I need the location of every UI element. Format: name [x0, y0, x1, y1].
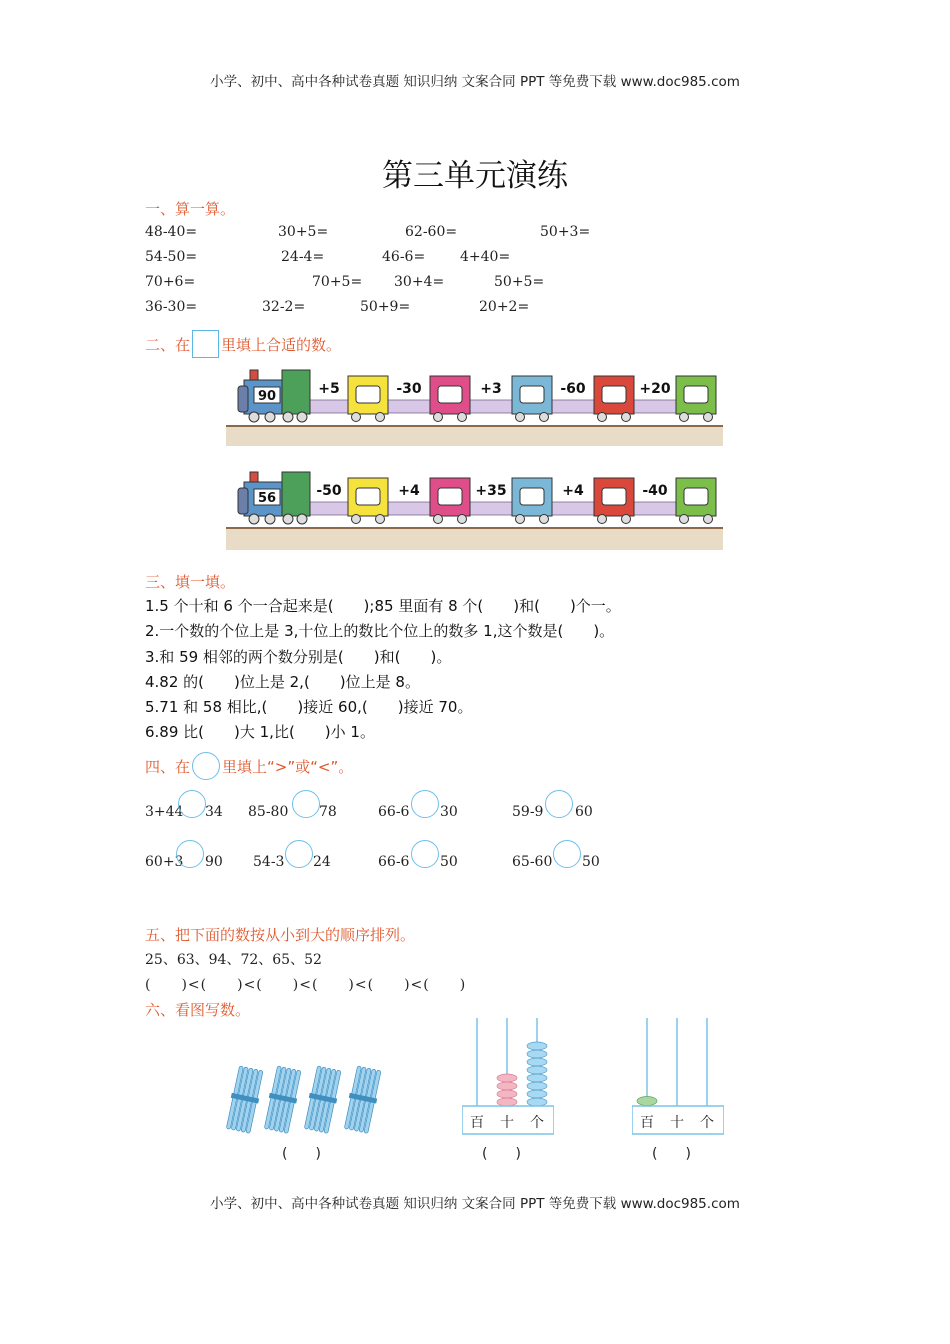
wagon-icon: [594, 478, 634, 524]
wagon-icon: [676, 478, 716, 524]
calc-item: 24-4=: [281, 249, 325, 265]
compare-circle[interactable]: [411, 840, 439, 868]
section1-heading: 一、算一算。: [145, 200, 236, 218]
fill-item: 1.5 个十和 6 个一合起来是( );85 里面有 8 个( )和( )个一。: [145, 597, 621, 615]
calc-item: 54-50=: [145, 249, 198, 265]
abacus-label-ones: 个: [700, 1115, 714, 1131]
compare-right: 60: [575, 804, 593, 820]
compare-right: 24: [313, 854, 331, 870]
number-list: 25、63、94、72、65、52: [145, 952, 322, 968]
calc-item: 70+5=: [312, 274, 363, 290]
compare-right: 34: [205, 804, 223, 820]
compare-right: 90: [205, 854, 223, 870]
wagon-icon: [430, 376, 470, 422]
page-footer: 小学、初中、高中各种试卷真题 知识归纳 文案合同 PPT 等免费下载 www.doc985.com: [210, 1196, 740, 1212]
compare-right: 78: [319, 804, 337, 820]
heading-part: 里填上“>”或“<”。: [222, 758, 354, 776]
heading-part: 二、在: [145, 336, 191, 354]
stick-bundles: [224, 1064, 390, 1140]
section3-heading: 三、填一填。: [145, 573, 236, 591]
wagon-icon: [594, 376, 634, 422]
train-operation: -30: [396, 381, 422, 397]
fill-item: 4.82 的( )位上是 2,( )位上是 8。: [145, 673, 420, 691]
train-operation: +4: [562, 483, 584, 499]
calc-item: 30+5=: [278, 224, 329, 240]
calc-item: 30+4=: [394, 274, 445, 290]
order-blanks: ( )<( )<( )<( )<( )<( ): [145, 977, 467, 993]
calc-item: 36-30=: [145, 299, 198, 315]
page-header: 小学、初中、高中各种试卷真题 知识归纳 文案合同 PPT 等免费下载 www.doc985.com: [210, 74, 740, 90]
heading-part: 里填上合适的数。: [221, 336, 342, 354]
compare-right: 50: [582, 854, 600, 870]
fill-item: 3.和 59 相邻的两个数分别是( )和( )。: [145, 648, 452, 666]
compare-left: 59-9: [512, 804, 544, 820]
calc-item: 48-40=: [145, 224, 198, 240]
train-operation: +5: [318, 381, 340, 397]
train-operation: +35: [475, 483, 507, 499]
compare-circle[interactable]: [176, 840, 204, 868]
wagon-icon: [676, 376, 716, 422]
calc-item: 70+6=: [145, 274, 196, 290]
stick-bundle-icon: [302, 1065, 343, 1133]
calc-item: 4+40=: [460, 249, 511, 265]
circle-icon: [192, 752, 220, 780]
calc-item: 32-2=: [262, 299, 306, 315]
wagon-icon: [348, 376, 388, 422]
abacus-label-hundreds: 百: [640, 1115, 654, 1131]
train-start-number: 56: [257, 491, 277, 506]
calc-item: 20+2=: [479, 299, 530, 315]
train-operation: -50: [316, 483, 342, 499]
train-operation: +3: [480, 381, 502, 397]
calc-item: 50+3=: [540, 224, 591, 240]
compare-left: 65-60: [512, 854, 553, 870]
fill-item: 5.71 和 58 相比,( )接近 60,( )接近 70。: [145, 698, 473, 716]
calc-item: 46-6=: [382, 249, 426, 265]
compare-right: 50: [440, 854, 458, 870]
abacus-label-tens: 十: [500, 1115, 514, 1131]
wagon-icon: [348, 478, 388, 524]
abacus-2: [632, 1018, 724, 1136]
compare-circle[interactable]: [553, 840, 581, 868]
abacus-1: [462, 1018, 554, 1136]
abacus-label-tens: 十: [670, 1115, 684, 1131]
answer-blank: ( ): [482, 1146, 521, 1162]
compare-circle[interactable]: [411, 790, 439, 818]
compare-left: 66-6: [378, 804, 410, 820]
stick-bundle-icon: [224, 1065, 265, 1133]
heading-part: 四、在: [145, 758, 191, 776]
fill-item: 2.一个数的个位上是 3,十位上的数比个位上的数多 1,这个数是( )。: [145, 622, 615, 640]
section2-heading: [145, 330, 341, 358]
wagon-icon: [512, 478, 552, 524]
compare-left: 85-80: [248, 804, 289, 820]
section4-heading: [145, 752, 353, 780]
train-operation: -60: [560, 381, 586, 397]
calc-item: 62-60=: [405, 224, 458, 240]
answer-box-icon: [192, 330, 219, 358]
compare-circle[interactable]: [292, 790, 320, 818]
compare-circle[interactable]: [285, 840, 313, 868]
answer-blank: ( ): [652, 1146, 691, 1162]
train-1: [226, 366, 723, 448]
calc-item: 50+9=: [360, 299, 411, 315]
compare-right: 30: [440, 804, 458, 820]
wagon-icon: [512, 376, 552, 422]
page-title: 第三单元演练: [382, 158, 568, 194]
compare-circle[interactable]: [545, 790, 573, 818]
stick-bundle-icon: [342, 1065, 383, 1133]
answer-blank: ( ): [282, 1146, 321, 1162]
compare-circle[interactable]: [178, 790, 206, 818]
train-start-number: 90: [257, 389, 277, 404]
section6-heading: 六、看图写数。: [145, 1001, 251, 1019]
compare-left: 66-6: [378, 854, 410, 870]
fill-item: 6.89 比( )大 1,比( )小 1。: [145, 723, 375, 741]
compare-left: 60+3: [145, 854, 184, 870]
train-operation: -40: [642, 483, 668, 499]
compare-left: 3+44: [145, 804, 184, 820]
train-operation: +20: [639, 381, 671, 397]
abacus-label-hundreds: 百: [470, 1115, 484, 1131]
calc-item: 50+5=: [494, 274, 545, 290]
abacus-label-ones: 个: [530, 1115, 544, 1131]
train-operation: +4: [398, 483, 420, 499]
wagon-icon: [430, 478, 470, 524]
compare-left: 54-3: [253, 854, 285, 870]
train-2: [226, 468, 723, 550]
section5-heading: 五、把下面的数按从小到大的顺序排列。: [145, 926, 416, 944]
stick-bundle-icon: [262, 1065, 303, 1133]
